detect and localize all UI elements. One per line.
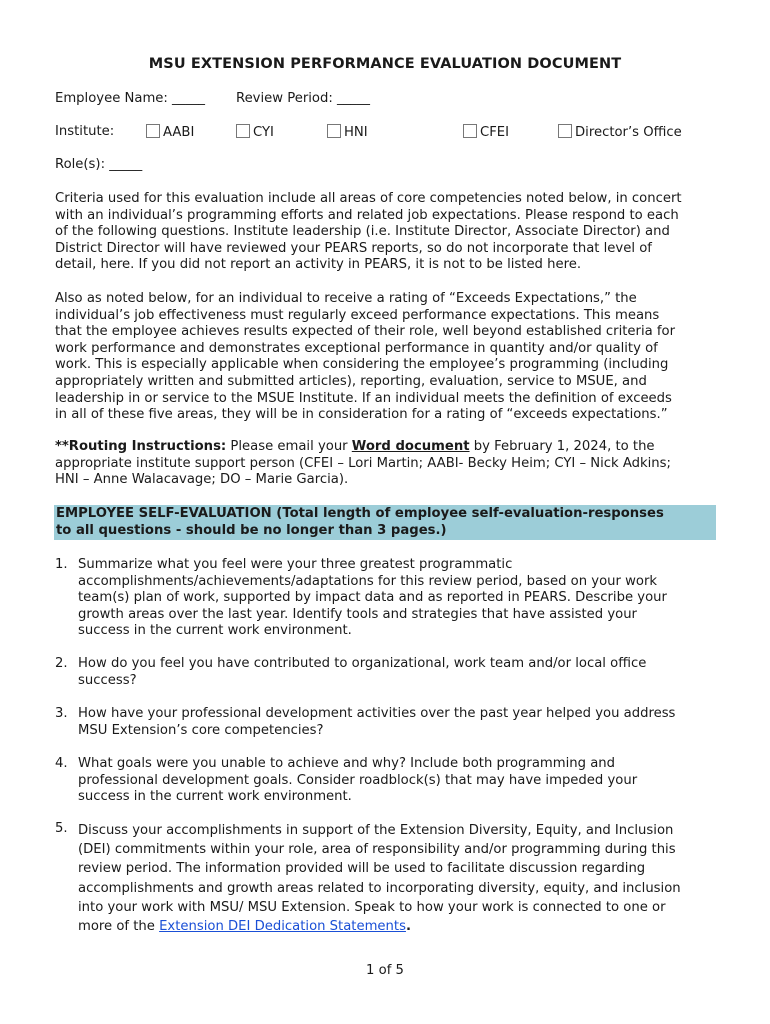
institute-option-label: AABI [163,125,195,140]
question-line: How do you feel you have contributed to organizational, work team and/or local office [78,656,647,671]
routing-line: HNI – Anne Walacavage; DO – Marie Garcia). [55,472,349,488]
institute-option-label: HNI [344,125,368,140]
review-period-field[interactable]: Review Period: _____ [236,91,370,106]
institute-option-aabi[interactable] [146,124,194,140]
question-number: 5. [55,821,68,836]
paragraph-line: in all of these five areas, they will be in consideration for a rating of “exceeds expectations.” [55,407,668,423]
checkbox-cyi[interactable] [236,124,250,138]
paragraph-line: individual’s job effectiveness must regularly exceed performance expectations. This means [55,307,660,323]
question-line: accomplishments/achievements/adaptations for this review period, based on your work [78,573,658,589]
paragraph-line: Also as noted below, for an individual to receive a rating of “Exceeds Expectations,” the [55,291,637,306]
institute-option-label: CFEI [480,125,510,140]
institute-option-cfei[interactable] [463,124,509,140]
question-text: . [405,919,411,935]
paragraph-line: with an individual’s programming efforts and related job expectations. Please respond to each [55,207,679,223]
question-number: 1. [55,557,68,572]
paragraph-line: District Director will have reviewed your PEARS reports, so do not incorporate that level of [55,240,652,256]
question-line: review period. The information provided will be used to facilitate discussion regarding [78,861,646,877]
checkbox-hni[interactable] [327,124,341,138]
paragraph-line: leadership in or service to the MSUE Institute. If an individual meets the definition of exceeds [55,390,672,406]
question-line: success in the current work environment. [78,623,352,639]
checkbox-directors-office[interactable] [558,124,572,138]
question-line: success in the current work environment. [78,789,352,805]
institute-option-label: CYI [253,125,274,140]
paragraph-line: appropriately written and submitted articles), reporting, evaluation, service to MSUE, and [55,373,647,389]
question-number: 3. [55,706,68,721]
question-line: professional development goals. Consider roadblock(s) that may have impeded your [78,772,638,788]
question-line: How have your professional development activities over the past year helped you address [78,706,676,721]
routing-instructions [55,439,720,489]
question-number: 2. [55,656,68,671]
document-title: MSU EXTENSION PERFORMANCE EVALUATION DOCUMENT [148,56,622,72]
paragraph-line: detail, here. If you did not report an activity in PEARS, it is not to be listed here. [55,257,582,273]
heading-line: EMPLOYEE SELF-EVALUATION (Total length of employee self-evaluation-responses [56,506,664,521]
institute-label: Institute: [55,124,115,139]
question-line: (DEI) commitments within your role, area of responsibility and/or programming during this [78,842,676,858]
heading-line: to all questions - should be no longer than 3 pages.) [56,522,447,538]
institute-option-label: Director’s Office [575,125,682,140]
question-line: growth areas over the last year. Identify tools and strategies that have assisted your [78,606,637,622]
question-line: Summarize what you feel were your three greatest programmatic [78,557,513,572]
word-document-emphasis: Word document [351,439,470,454]
question-line: success? [78,672,137,688]
routing-text: Please email your [226,439,352,454]
question-text: more of the [78,919,160,935]
question-number: 4. [55,756,68,771]
employee-name-field[interactable]: Employee Name: _____ [55,91,206,106]
paragraph-line: work. This is especially applicable when considering the employee’s programming (including [55,357,669,373]
paragraph-line: of the following questions. Institute leadership (i.e. Institute Director, Associate Director) and [55,224,670,240]
question-line: into your work with MSU/ MSU Extension. Speak to how your work is connected to one or [78,899,666,915]
page-number: 1 of 5 [366,963,404,978]
criteria-paragraph [55,191,720,274]
question-line: accomplishments and growth areas related to incorporating diversity, equity, and inclusion [78,880,681,896]
routing-text: by February 1, 2024, to the [469,439,655,454]
self-evaluation-heading [54,505,716,540]
question-line: Discuss your accomplishments in support of the Extension Diversity, Equity, and Inclusion [78,823,674,838]
dei-statements-link[interactable]: Extension DEI Dedication Statements [159,919,406,935]
routing-line [55,439,720,456]
checkbox-aabi[interactable] [146,124,160,138]
institute-option-hni[interactable] [327,124,368,140]
routing-label: **Routing Instructions: [55,439,227,454]
question-line: What goals were you unable to achieve and why? Include both programming and [78,756,616,771]
institute-option-directors-office[interactable] [558,124,682,140]
question-line: MSU Extension’s core competencies? [78,722,324,738]
paragraph-line: work performance and demonstrates exceptional performance in quantity and/or quality of [55,340,658,356]
paragraph-line: Criteria used for this evaluation include all areas of core competencies noted below, in concert [55,191,682,206]
exceeds-expectations-paragraph [55,291,720,424]
checkbox-cfei[interactable] [463,124,477,138]
routing-line: appropriate institute support person (CFEI – Lori Martin; AABI- Becky Heim; CYI – Nick Adkins; [55,455,671,471]
question-line: team(s) plan of work, supported by impact data and as reported in PEARS. Describe your [78,590,667,606]
paragraph-line: that the employee achieves results expected of their role, well beyond established criteria for [55,324,676,340]
question-line [78,917,681,936]
institute-option-cyi[interactable] [236,124,274,140]
roles-field[interactable]: Role(s): _____ [55,157,143,172]
